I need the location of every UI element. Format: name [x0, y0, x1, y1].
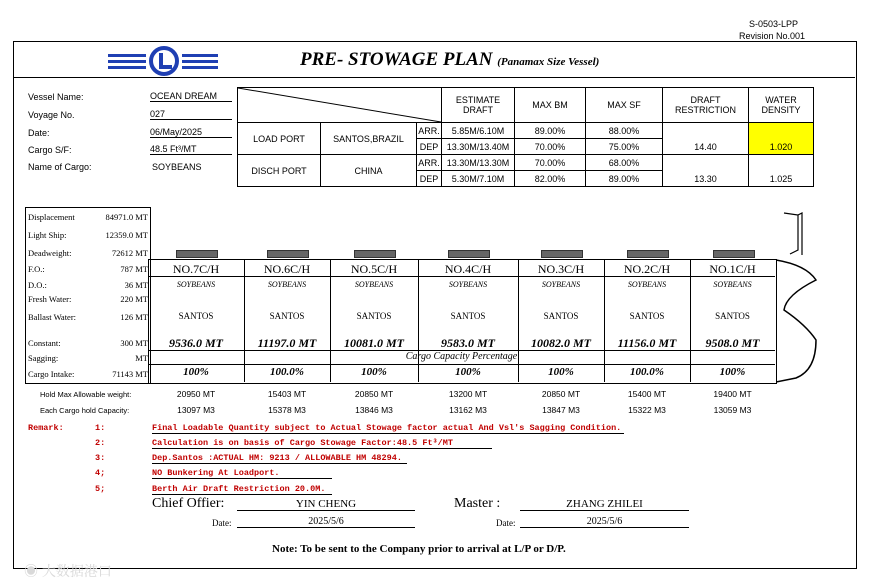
hold-name: NO.1C/H: [709, 262, 756, 276]
load-arr-bm: 89.00%: [515, 123, 586, 139]
hold-name: NO.6C/H: [263, 262, 311, 276]
load-port-label: LOAD PORT: [238, 123, 321, 155]
hold-cargo: SOYBEANS: [713, 280, 752, 289]
condition-label: Ballast Water:: [28, 312, 77, 322]
disch-port-label: DISCH PORT: [238, 155, 321, 187]
hold-quantity: 9536.0 MT: [169, 336, 223, 350]
hold-quantity: 11156.0 MT: [617, 336, 677, 350]
title-text: PRE- STOWAGE PLAN: [300, 49, 493, 70]
hold-port: SANTOS: [356, 311, 392, 321]
hatch-cover: [267, 250, 309, 258]
hatch-cover: [541, 250, 583, 258]
hold-max-weight: 15403 MT: [267, 389, 307, 399]
hatch-cover: [354, 250, 396, 258]
port-draft-table: [237, 87, 814, 187]
chief-date-value: 2025/5/6: [237, 516, 415, 528]
condition-label: F.O.:: [28, 264, 45, 274]
disch-port-name: CHINA: [321, 155, 417, 187]
hatch-cover: [176, 250, 218, 258]
hold-max-weight: 19400 MT: [713, 389, 752, 399]
condition-label: Deadweight:: [28, 248, 72, 258]
hold-percentage: 100%: [719, 366, 746, 378]
condition-label: D.O.:: [28, 280, 47, 290]
hold-name: NO.7C/H: [172, 262, 220, 276]
disch-dep-sf: 89.00%: [586, 171, 663, 187]
watermark: ◉ 大数据港口: [24, 563, 112, 579]
load-arr-label: ARR.: [417, 123, 442, 139]
hatch-cover: [713, 250, 755, 258]
load-water-density: 1.020: [749, 123, 814, 155]
load-port-name: SANTOS,BRAZIL: [321, 123, 417, 155]
hold-capacity: 13847 M3: [542, 405, 580, 415]
disch-arr-label: ARR.: [417, 155, 442, 171]
hatch-cover: [448, 250, 490, 258]
hold-cargo: SOYBEANS: [448, 280, 488, 289]
hold-max-weight: 20850 MT: [541, 389, 581, 399]
load-arr-sf: 88.00%: [586, 123, 663, 139]
vessel-name-value: OCEAN DREAM: [150, 91, 232, 102]
condition-value: 220 MT: [120, 294, 148, 304]
cargo-name-value: SOYBEANS: [152, 162, 202, 172]
hold-row-line: [148, 364, 775, 365]
condition-label: Fresh Water:: [28, 294, 72, 304]
hold-quantity: 11197.0 MT: [257, 336, 317, 350]
cargo-sf-value: 48.5 Ft³/MT: [150, 144, 232, 155]
hold-capacity-label: Each Cargo hold Capacity:: [40, 406, 130, 415]
remark-text: NO Bunkering At Loadport.: [152, 468, 332, 479]
chief-date-label: Date:: [212, 518, 232, 528]
header-draft-restriction: DRAFT RESTRICTION: [663, 88, 749, 123]
remark-number: 2:: [95, 438, 106, 448]
header-estimate-draft: ESTIMATE DRAFT: [442, 88, 515, 123]
document-code: S-0503-LPP: [748, 19, 798, 29]
remark-label: Remark:: [28, 423, 64, 433]
disch-arr-sf: 68.00%: [586, 155, 663, 171]
hold-max-weight: 20950 MT: [176, 389, 216, 399]
remark-text: Calculation is on basis of Cargo Stowage Factor:48.5 Ft³/MT: [152, 438, 492, 449]
remark-text: Berth Air Draft Restriction 20.0M.: [152, 484, 332, 495]
disch-water-density: 1.025: [749, 155, 814, 187]
cargo-name-label: Name of Cargo:: [28, 162, 92, 172]
header-water-density: WATER DENSITY: [749, 88, 814, 123]
hold-name: NO.5C/H: [350, 262, 398, 276]
remark-number: 1:: [95, 423, 106, 433]
hold-quantity: 9508.0 MT: [705, 336, 760, 350]
hold-max-label: Hold Max Allowable weight:: [40, 390, 132, 399]
hold-port: SANTOS: [178, 311, 214, 321]
date-value: 06/May/2025: [150, 127, 232, 138]
hold-name: NO.3C/H: [537, 262, 585, 276]
hold-capacity: 13846 M3: [355, 405, 393, 415]
hold-capacity: 15378 M3: [268, 405, 306, 415]
load-dep-sf: 75.00%: [586, 139, 663, 155]
condition-label: Constant:: [28, 338, 61, 348]
remark-number: 4;: [95, 468, 106, 478]
load-arr-draft: 5.85M/6.10M: [442, 123, 515, 139]
remark-text: Dep.Santos :ACTUAL HM: 9213 / ALLOWABLE HM 48294.: [152, 453, 407, 464]
condition-value: 71143 MT: [112, 369, 148, 379]
hold-capacity: 15322 M3: [628, 405, 666, 415]
page-title: [300, 49, 599, 71]
remark-number: 5;: [95, 484, 106, 494]
hold-cargo: SOYBEANS: [627, 280, 667, 289]
hatch-cover: [627, 250, 669, 258]
remark-number: 3:: [95, 453, 106, 463]
load-dep-label: DEP: [417, 139, 442, 155]
master-name: ZHANG ZHILEI: [520, 498, 689, 511]
condition-value: MT: [135, 353, 148, 363]
chief-officer-label: Chief Offier:: [152, 496, 225, 511]
hold-name: NO.2C/H: [623, 262, 671, 276]
hold-percentage: 100%: [455, 366, 481, 378]
disch-dep-label: DEP: [417, 171, 442, 187]
hold-quantity: 10081.0 MT: [344, 336, 404, 350]
condition-label: Sagging:: [28, 353, 59, 363]
header-max-bm: MAX BM: [515, 88, 586, 123]
date-label: Date:: [28, 128, 50, 138]
hold-cargo: SOYBEANS: [541, 280, 581, 289]
hold-cargo: SOYBEANS: [267, 280, 307, 289]
hold-max-weight: 20850 MT: [354, 389, 394, 399]
hold-row-line: [148, 276, 775, 277]
hold-port: SANTOS: [450, 311, 486, 321]
hold-cargo: SOYBEANS: [354, 280, 394, 289]
hold-max-weight: 15400 MT: [627, 389, 667, 399]
watermark-text: 大数据港口: [41, 563, 112, 579]
voyage-label: Voyage No.: [28, 110, 75, 120]
disch-dep-bm: 82.00%: [515, 171, 586, 187]
load-dep-draft: 13.30M/13.40M: [442, 139, 515, 155]
hold-capacity: 13059 M3: [713, 405, 752, 415]
hold-percentage: 100.0%: [270, 366, 304, 378]
header-max-sf: MAX SF: [586, 88, 663, 123]
remark-text: Final Loadable Quantity subject to Actual Stowage factor actual And Vsl's Sagging Condition.: [152, 423, 624, 434]
chief-officer-name: YIN CHENG: [237, 498, 415, 511]
master-label: Master :: [454, 496, 501, 511]
condition-value: 12359.0 MT: [105, 230, 148, 240]
hold-max-weight: 13200 MT: [448, 389, 488, 399]
hold-port: SANTOS: [629, 311, 665, 321]
vessel-name-label: Vessel Name:: [28, 92, 84, 102]
cargo-sf-label: Cargo S/F:: [28, 145, 72, 155]
disch-arr-bm: 70.00%: [515, 155, 586, 171]
hold-capacity: 13162 M3: [449, 405, 487, 415]
load-dep-bm: 70.00%: [515, 139, 586, 155]
hold-percentage: 100%: [361, 366, 387, 378]
hold-capacity: 13097 M3: [177, 405, 215, 415]
hold-port: SANTOS: [269, 311, 305, 321]
subtitle-text: (Panamax Size Vessel): [497, 56, 600, 68]
condition-value: 787 MT: [120, 264, 148, 274]
hold-percentage: 100%: [548, 366, 574, 378]
hold-percentage: 100%: [183, 366, 209, 378]
voyage-value: 027: [150, 109, 232, 120]
condition-value: 84971.0 MT: [105, 212, 148, 222]
hold-name: NO.4C/H: [444, 262, 492, 276]
diagonal-cell: [238, 88, 442, 123]
disch-arr-draft: 13.30M/13.30M: [442, 155, 515, 171]
disch-dep-draft: 5.30M/7.10M: [442, 171, 515, 187]
disch-draft-restriction: 13.30: [663, 155, 749, 187]
footer-note: Note: To be sent to the Company prior to arrival at L/P or D/P.: [272, 543, 566, 555]
hold-port: SANTOS: [543, 311, 579, 321]
hold-port: SANTOS: [715, 311, 750, 321]
hold-cargo: SOYBEANS: [176, 280, 216, 289]
hold-quantity: 10082.0 MT: [531, 336, 591, 350]
capacity-percentage-label: Cargo Capacity Percentage: [405, 351, 518, 362]
hold-percentage: 100.0%: [630, 366, 664, 378]
condition-label: Cargo Intake:: [28, 369, 75, 379]
revision-number: Revision No.001: [738, 31, 805, 41]
bow-sketch: [776, 210, 826, 385]
load-draft-restriction: 14.40: [663, 123, 749, 155]
condition-label: Displacement: [28, 212, 75, 222]
condition-value: 126 MT: [120, 312, 148, 322]
condition-value: 36 MT: [124, 280, 148, 290]
master-date-value: 2025/5/6: [520, 516, 689, 528]
hold-quantity: 9583.0 MT: [441, 336, 495, 350]
master-date-label: Date:: [496, 518, 516, 528]
condition-label: Light Ship:: [28, 230, 67, 240]
condition-value: 72612 MT: [111, 248, 148, 258]
company-logo: [108, 46, 218, 76]
condition-value: 300 MT: [120, 338, 148, 348]
